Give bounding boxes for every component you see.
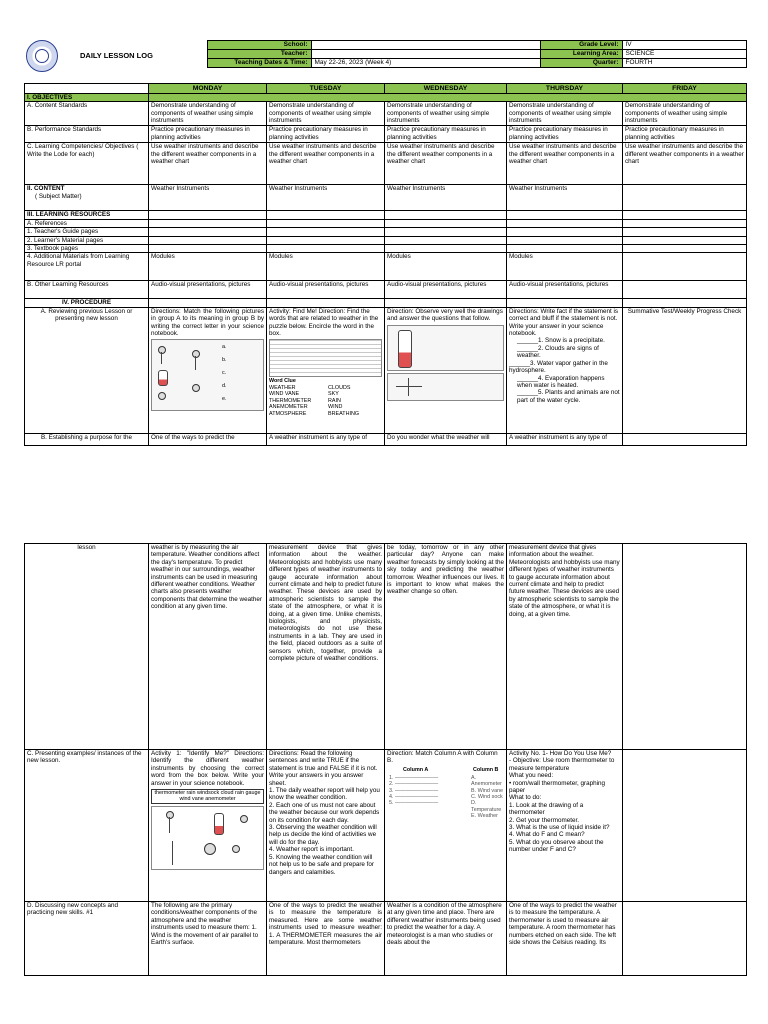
references-label: A. References: [25, 219, 149, 227]
audio-visual-mon: Audio-visual presentations, pictures: [149, 281, 267, 299]
school-value[interactable]: [311, 41, 540, 50]
establishing-cont-thu: measurement device that gives information about the weather. Meteorologists and hobbyists use many different types of weather instruments to gauge accurate information about current climate and help to predict future weather. These devices are used by atmospheric scientists to sample the state of the atmosphere, or what it is doing, at a given time.: [507, 544, 623, 750]
establishing-wed: Do you wonder what the weather will: [385, 433, 507, 445]
modules-wed: Modules: [385, 253, 507, 281]
dates-label: Teaching Dates & Time:: [207, 59, 311, 68]
matching-pictures-image: a. b. c. d. e.: [151, 339, 264, 411]
review-tue: Activity: Find Me! Direction: Find the words that are related to weather in the puzzle below. Encircle the word in the box. Word Clue WEATHER WIND VANE THERMOMETER ANEMOMETER ATMOSPHERE CLOUDS SKY RAIN WIND BREATHING: [267, 307, 385, 433]
content-standard-fri: Demonstrate understanding of components of weather using simple instruments: [623, 102, 747, 126]
audio-visual-tue: Audio-visual presentations, pictures: [267, 281, 385, 299]
day-monday: MONDAY: [149, 84, 267, 94]
school-label: School:: [207, 41, 311, 50]
discussing-thu: One of the ways to predict the weather is to measure the temperature. A thermometer is used to measure air temperature. A room thermometer has numbers etched on each side. The left side shows the Celsius reading. Its: [507, 902, 623, 976]
content-standard-tue: Demonstrate understanding of components of weather using simple instruments: [267, 102, 385, 126]
audio-visual-thu: Audio-visual presentations, pictures: [507, 281, 623, 299]
match-columns-image: Column A Column B 1. ———————— 2. ———————— 3. ———————— 4. ———————— 5. ———————— A. Anemometer B. Wind vane C. Wind sock D. Temperature E. Weather: [387, 767, 504, 823]
performance-standard-tue: Practice precautionary measures in planning activities: [267, 126, 385, 143]
competency-wed: Use weather instruments and describe the different weather components in a weather chart: [385, 143, 507, 185]
content-standards-label: A. Content Standards: [25, 102, 149, 126]
presenting-thu: Activity No. 1- How Do You Use Me? - Objective: Use room thermometer to measure temperature What you need: • room/wall thermometer, graphing paper What to do: 1. Look at the drawing of a thermometer 2. Get your thermometer. 3. What is the use of liquid inside it? 4. What do F and C mean? 5. What do you observe about the number under F and C?: [507, 750, 623, 902]
content-standard-mon: Demonstrate understanding of components of weather using simple instruments: [149, 102, 267, 126]
content-wed: Weather Instruments: [385, 185, 507, 211]
establishing-cont-tue: measurement device that gives information about the weather. Meteorologists and hobbyists use many different types of weather instruments to gauge accurate information about current climate and help to predict future weather. These devices are used by atmospheric scientists to sample the state of the atmosphere, or what it is doing, at a given time. Unlike chemists, biologists, and physicists, meteorologists do not use these instruments in a lab. They are used in the field, placed outdoors as a suite of sensors which, together, provide a complete picture of weather conditions.: [267, 544, 385, 750]
word-clue-list: WEATHER WIND VANE THERMOMETER ANEMOMETER ATMOSPHERE CLOUDS SKY RAIN WIND BREATHING: [269, 384, 360, 417]
presenting-wed: Direction: Match Column A with Column B. Column A Column B 1. ———————— 2. ———————— 3. ———————— 4. ———————— 5. ———————— A. Anemometer B. Wind vane C. Wind sock D. Temperature E. Weather: [385, 750, 507, 902]
establishing-tue: A weather instrument is any type of: [267, 433, 385, 445]
wind-vane-drawing: [387, 373, 504, 401]
dates-value[interactable]: May 22-26, 2023 (Week 4): [311, 59, 540, 68]
presenting-label: C. Presenting examples/ instances of the new lesson.: [25, 750, 149, 902]
performance-standard-thu: Practice precautionary measures in planning activities: [507, 126, 623, 143]
lesson-table-page2: [24, 543, 747, 976]
modules-mon: Modules: [149, 253, 267, 281]
day-wednesday: WEDNESDAY: [385, 84, 507, 94]
grade-value[interactable]: IV: [622, 41, 746, 50]
competency-tue: Use weather instruments and describe the different weather components in a weather chart: [267, 143, 385, 185]
competency-mon: Use weather instruments and describe the different weather components in a weather chart: [149, 143, 267, 185]
thermometer-drawing: [387, 325, 504, 371]
lesson-table-page1: [24, 83, 747, 446]
modules-thu: Modules: [507, 253, 623, 281]
teacher-label: Teacher:: [207, 50, 311, 59]
content-tue: Weather Instruments: [267, 185, 385, 211]
performance-standards-label: B. Performance Standards: [25, 126, 149, 143]
competencies-label: C. Learning Competencies/ Objectives ( Write the Lode for each): [25, 143, 149, 185]
competency-fri: Use weather instruments and describe the different weather components in a weather chart: [623, 143, 747, 185]
quarter-value[interactable]: FOURTH: [622, 59, 746, 68]
presenting-mon: Activity 1: "Identify Me?" Directions: Identify the different weather instruments by choosing the correct word from the box below. Write your answer in your science notebook. thermometer rain windsock cloud rain gauge wind vane anemometer: [149, 750, 267, 902]
content-standard-thu: Demonstrate understanding of components of weather using simple instruments: [507, 102, 623, 126]
page-title: DAILY LESSON LOG: [80, 51, 153, 60]
grade-label: Grade Level:: [540, 41, 622, 50]
additional-materials-label: 4. Additional Materials from Learning Resource LR portal: [25, 253, 149, 281]
review-mon: Directions: Match the following pictures in group A to its meaning in group B by writing the correct letter in your science notebook. a. b. c. d. e.: [149, 307, 267, 433]
teachers-guide-label: 1. Teacher's Guide pages: [25, 228, 149, 236]
competency-thu: Use weather instruments and describe the different weather components in a weather chart: [507, 143, 623, 185]
discussing-tue: One of the ways to predict the weather is to measure the temperature is measured. Here are some weather instruments used to measure weather: 1. A THERMOMETER measures the air temperature. Most thermometers: [267, 902, 385, 976]
day-thursday: THURSDAY: [507, 84, 623, 94]
discussing-mon: The following are the primary conditions/weather components of the atmosphere and the weather instruments used to measure them: 1. Wind is the movement of air parallel to Earth's surface.: [149, 902, 267, 976]
header-table: [24, 40, 747, 68]
content-standard-wed: Demonstrate understanding of components of weather using simple instruments: [385, 102, 507, 126]
presenting-tue: Directions: Read the following sentences and write TRUE if the statement is true and FALSE if it is not. Write your answers in you answer sheet. 1. The daily weather report will help you know the weather condition. 2. Each one of us must not care about the weather because our work depends on its condition for each day. 3. Observing the weather condition will help us decide the kind of activities we will do for the day. 4. Weather report is important. 5. Knowing the weather condition will not help us to be safe and prepare for dangers and calamities.: [267, 750, 385, 902]
word-puzzle-grid: [269, 339, 382, 377]
establishing-label: B. Establishing a purpose for the: [25, 433, 149, 445]
area-label: Learning Area:: [540, 50, 622, 59]
establishing-cont-wed: be today, tomorrow or in any other particular day? Anyone can make weather forecasts by simply looking at the sky today and predicting the weather tomorrow. Weather influences our lives. It is important to know what makes the weather change so often.: [385, 544, 507, 750]
modules-tue: Modules: [267, 253, 385, 281]
audio-visual-wed: Audio-visual presentations, pictures: [385, 281, 507, 299]
area-value[interactable]: SCIENCE: [622, 50, 746, 59]
other-resources-label: B. Other Learning Resources: [25, 281, 149, 299]
discussing-wed: Weather is a condition of the atmosphere at any given time and place. There are different weather instruments being used to predict the weather for a day. A meteorologist is a man who studies or deals about the: [385, 902, 507, 976]
quarter-label: Quarter:: [540, 59, 622, 68]
learning-resources-heading: III. LEARNING RESOURCES: [25, 211, 149, 219]
day-tuesday: TUESDAY: [267, 84, 385, 94]
textbook-label: 3. Textbook pages: [25, 245, 149, 253]
review-thu: Directions: Write fact if the statement is correct and bluff if the statement is not. Write your answer in your science notebook. ______1. Snow is a precipitate. ______2. Clouds are signs of weather. ______3. Water vapor gather in the hydrosphere. ______4. Evaporation happens when water is heated. ______5. Plants and animals are not part of the water cycle.: [507, 307, 623, 433]
learners-material-label: 2. Learner's Material pages: [25, 236, 149, 244]
teacher-value[interactable]: [311, 50, 540, 59]
day-friday: FRIDAY: [623, 84, 747, 94]
content-label: II. CONTENT ( Subject Matter): [25, 185, 149, 211]
content-mon: Weather Instruments: [149, 185, 267, 211]
performance-standard-mon: Practice precautionary measures in planning activities: [149, 126, 267, 143]
review-fri: Summative Test/Weekly Progress Check: [623, 307, 747, 433]
establishing-thu: A weather instrument is any type of: [507, 433, 623, 445]
instruments-pictures: [151, 806, 264, 870]
content-thu: Weather Instruments: [507, 185, 623, 211]
performance-standard-wed: Practice precautionary measures in planning activities: [385, 126, 507, 143]
discussing-label: D. Discussing new concepts and practicing new skills. #1: [25, 902, 149, 976]
establishing-cont-mon: weather is by measuring the air temperature. Weather conditions affect the day's temperature. To predict weather in our surroundings, weather instruments can be used in measuring different weather conditions. Weather charts also presents weather components that determine the weather condition at any given time.: [149, 544, 267, 750]
establishing-mon: One of the ways to predict the: [149, 433, 267, 445]
performance-standard-fri: Practice precautionary measures in planning activities: [623, 126, 747, 143]
procedure-heading: IV. PROCEDURE: [25, 299, 149, 307]
objectives-heading: I. OBJECTIVES: [25, 94, 149, 102]
reviewing-label: A. Reviewing previous Lesson or presenting new lesson: [25, 307, 149, 433]
word-clue-label: Word Clue: [269, 378, 296, 385]
word-box: thermometer rain windsock cloud rain gauge wind vane anemometer: [151, 789, 264, 804]
review-wed: Direction: Observe very well the drawings and answer the questions that follow.: [385, 307, 507, 433]
establishing-label-cont: lesson: [25, 544, 149, 750]
